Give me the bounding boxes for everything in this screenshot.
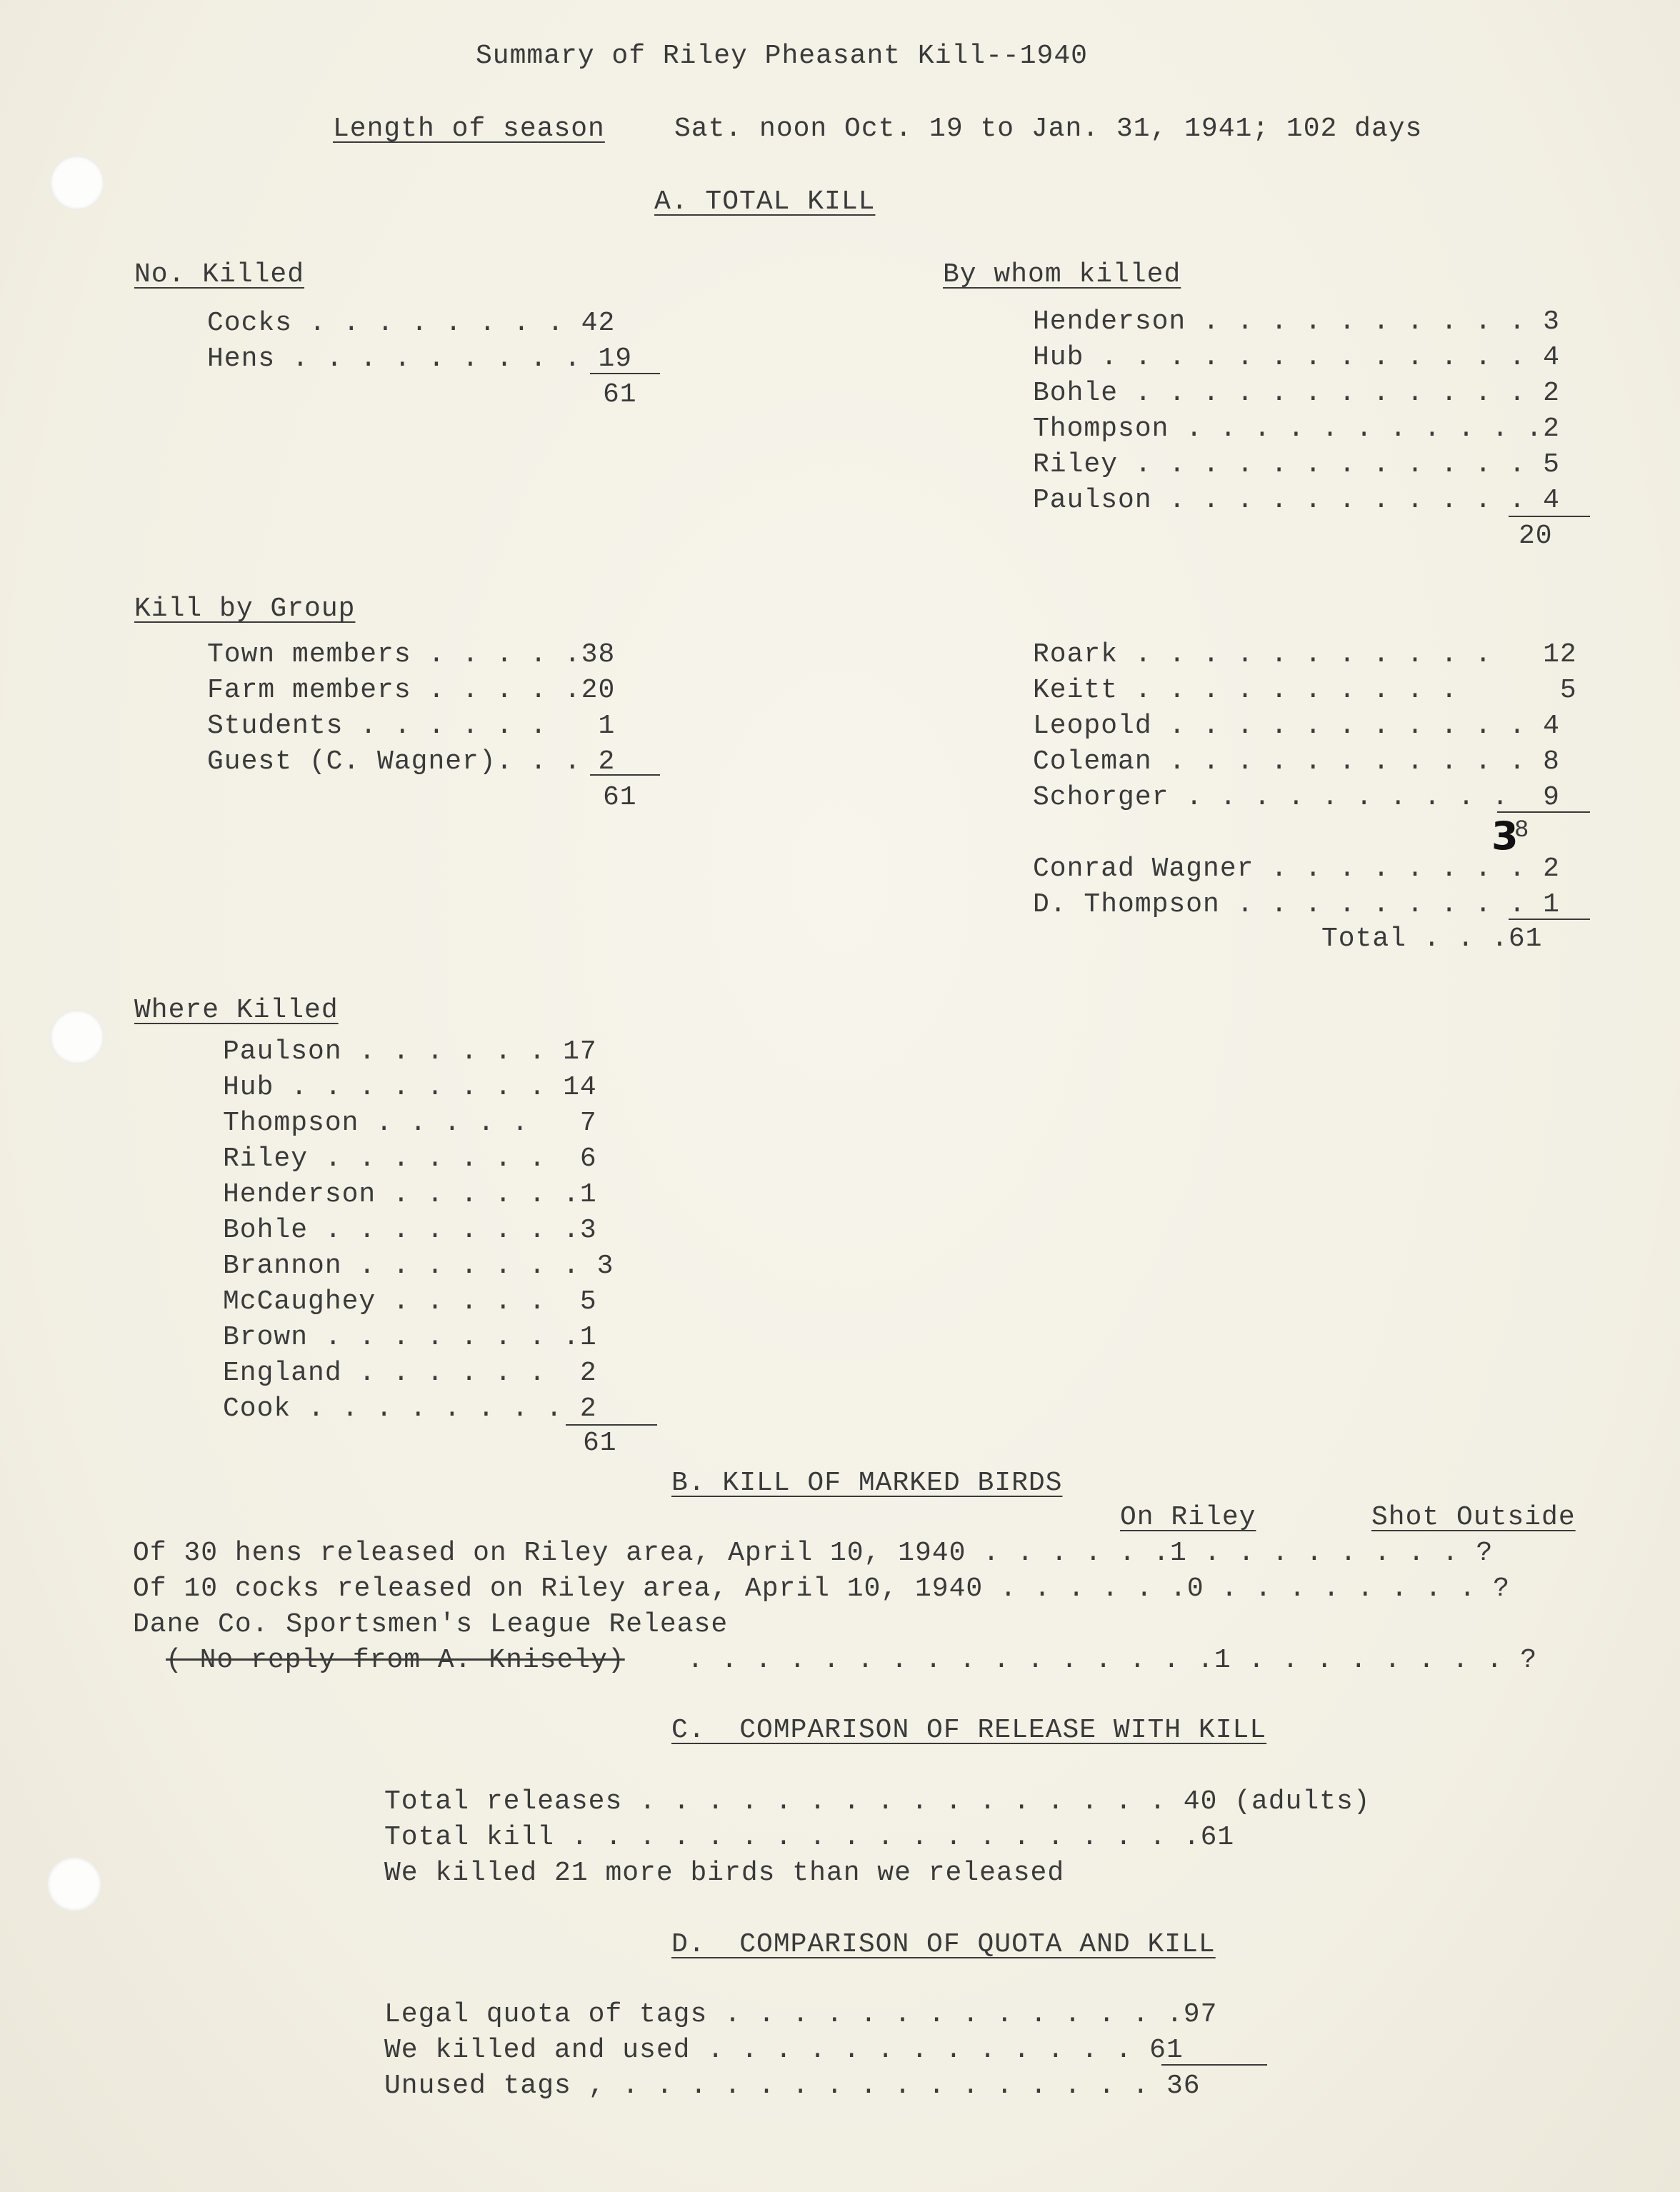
- where-killed-row: Cook . . . . . . . . 2: [223, 1393, 597, 1424]
- by-whom-row: Thompson . . . . . . . . . . .2: [1033, 414, 1560, 444]
- by-whom-row: Henderson . . . . . . . . . . 3: [1033, 306, 1560, 337]
- sum-line: [1509, 919, 1590, 920]
- kill-by-group-row: Farm members . . . . .20: [207, 675, 616, 706]
- no-killed-row: Hens . . . . . . . . . 19: [207, 344, 633, 374]
- by-whom-heading: By whom killed: [943, 259, 1181, 290]
- where-killed-row: England . . . . . . 2: [223, 1358, 597, 1388]
- by-whom-row: Keitt . . . . . . . . . . 5: [1033, 675, 1577, 706]
- kill-by-group-row: Guest (C. Wagner). . . 2: [207, 746, 616, 777]
- where-killed-heading: Where Killed: [134, 995, 339, 1026]
- where-killed-row: Paulson . . . . . . 17: [223, 1036, 597, 1067]
- kill-by-group-heading: Kill by Group: [134, 594, 356, 624]
- section-c-heading: C. COMPARISON OF RELEASE WITH KILL: [671, 1715, 1267, 1746]
- by-whom-row: Schorger . . . . . . . . . . 9: [1033, 782, 1560, 813]
- sum-line: [1509, 516, 1590, 517]
- kill-by-group-row: Town members . . . . .38: [207, 639, 616, 670]
- by-whom-subtotal: 20: [1519, 521, 1553, 551]
- no-killed-row: Cocks . . . . . . . . 42: [207, 308, 616, 339]
- marked-birds-row: Dane Co. Sportsmen's League Release: [133, 1609, 729, 1640]
- where-killed-row: McCaughey . . . . . 5: [223, 1286, 597, 1317]
- punch-hole-middle: [50, 1010, 104, 1064]
- section-b-heading: B. KILL OF MARKED BIRDS: [671, 1468, 1063, 1498]
- sum-line: [590, 774, 660, 776]
- by-whom-grand-total: Total . . .61: [1321, 924, 1543, 954]
- by-whom-row: D. Thompson . . . . . . . . . 1: [1033, 889, 1560, 920]
- punch-hole-top: [50, 156, 104, 210]
- season-value: Sat. noon Oct. 19 to Jan. 31, 1941; 102 days: [674, 114, 1423, 144]
- quota-row: We killed and used . . . . . . . . . . . . . 61: [384, 2035, 1184, 2066]
- by-whom-row: Coleman . . . . . . . . . . . 8: [1033, 746, 1560, 777]
- struck-out-note: ( No reply from A. Knisely): [166, 1645, 625, 1676]
- kill-by-group-total: 61: [603, 782, 637, 813]
- where-killed-row: Brown . . . . . . . .1: [223, 1322, 597, 1353]
- handwritten-digit: 3: [1491, 814, 1519, 859]
- release-row: Total kill . . . . . . . . . . . . . . . . . . .61: [384, 1822, 1235, 1853]
- marked-birds-row-values: . . . . . . . . . . . . . . . .1 . . . . . . . . ?: [687, 1645, 1538, 1676]
- where-killed-total: 61: [583, 1428, 617, 1458]
- by-whom-row: Leopold . . . . . . . . . . . 4: [1033, 711, 1560, 741]
- section-d-heading: D. COMPARISON OF QUOTA AND KILL: [671, 1929, 1216, 1960]
- by-whom-row: Conrad Wagner . . . . . . . . 2: [1033, 854, 1560, 884]
- release-note: We killed 21 more birds than we released: [384, 1858, 1065, 1888]
- column-on-riley: On Riley: [1120, 1502, 1256, 1533]
- punch-hole-bottom: [47, 1857, 101, 1911]
- by-whom-row: Paulson . . . . . . . . . . . 4: [1033, 485, 1560, 516]
- by-whom-row: Riley . . . . . . . . . . . . 5: [1033, 449, 1560, 480]
- marked-birds-row: Of 10 cocks released on Riley area, April 10, 1940 . . . . . .0 . . . . . . . . ?: [133, 1573, 1511, 1604]
- release-row: Total releases . . . . . . . . . . . . . . . . 40 (adults): [384, 1786, 1371, 1817]
- no-killed-total: 61: [603, 379, 637, 410]
- by-whom-subtotal-digit: 8: [1514, 817, 1530, 844]
- quota-row: Unused tags , . . . . . . . . . . . . . . . . 36: [384, 2071, 1201, 2101]
- where-killed-row: Bohle . . . . . . . .3: [223, 1215, 597, 1246]
- season-label: Length of season: [333, 114, 605, 144]
- where-killed-row: Hub . . . . . . . . 14: [223, 1072, 597, 1103]
- sum-line: [590, 373, 660, 374]
- marked-birds-row: Of 30 hens released on Riley area, April 10, 1940 . . . . . .1 . . . . . . . . ?: [133, 1538, 1494, 1568]
- by-whom-row: Roark . . . . . . . . . . . 12: [1033, 639, 1577, 670]
- where-killed-row: Brannon . . . . . . . 3: [223, 1251, 614, 1281]
- sum-line: [1497, 811, 1590, 813]
- no-killed-heading: No. Killed: [134, 259, 305, 290]
- where-killed-row: Thompson . . . . . 7: [223, 1108, 597, 1138]
- by-whom-row: Bohle . . . . . . . . . . . . 2: [1033, 378, 1560, 409]
- sum-line: [1161, 2064, 1267, 2066]
- document-title: Summary of Riley Pheasant Kill--1940: [476, 41, 1088, 71]
- sum-line: [566, 1424, 657, 1426]
- column-shot-outside: Shot Outside: [1371, 1502, 1576, 1533]
- quota-row: Legal quota of tags . . . . . . . . . . . . . .97: [384, 1999, 1218, 2030]
- section-a-heading: A. TOTAL KILL: [654, 186, 876, 217]
- by-whom-row: Hub . . . . . . . . . . . . . 4: [1033, 342, 1560, 373]
- where-killed-row: Riley . . . . . . . 6: [223, 1143, 597, 1174]
- where-killed-row: Henderson . . . . . .1: [223, 1179, 597, 1210]
- kill-by-group-row: Students . . . . . . 1: [207, 711, 616, 741]
